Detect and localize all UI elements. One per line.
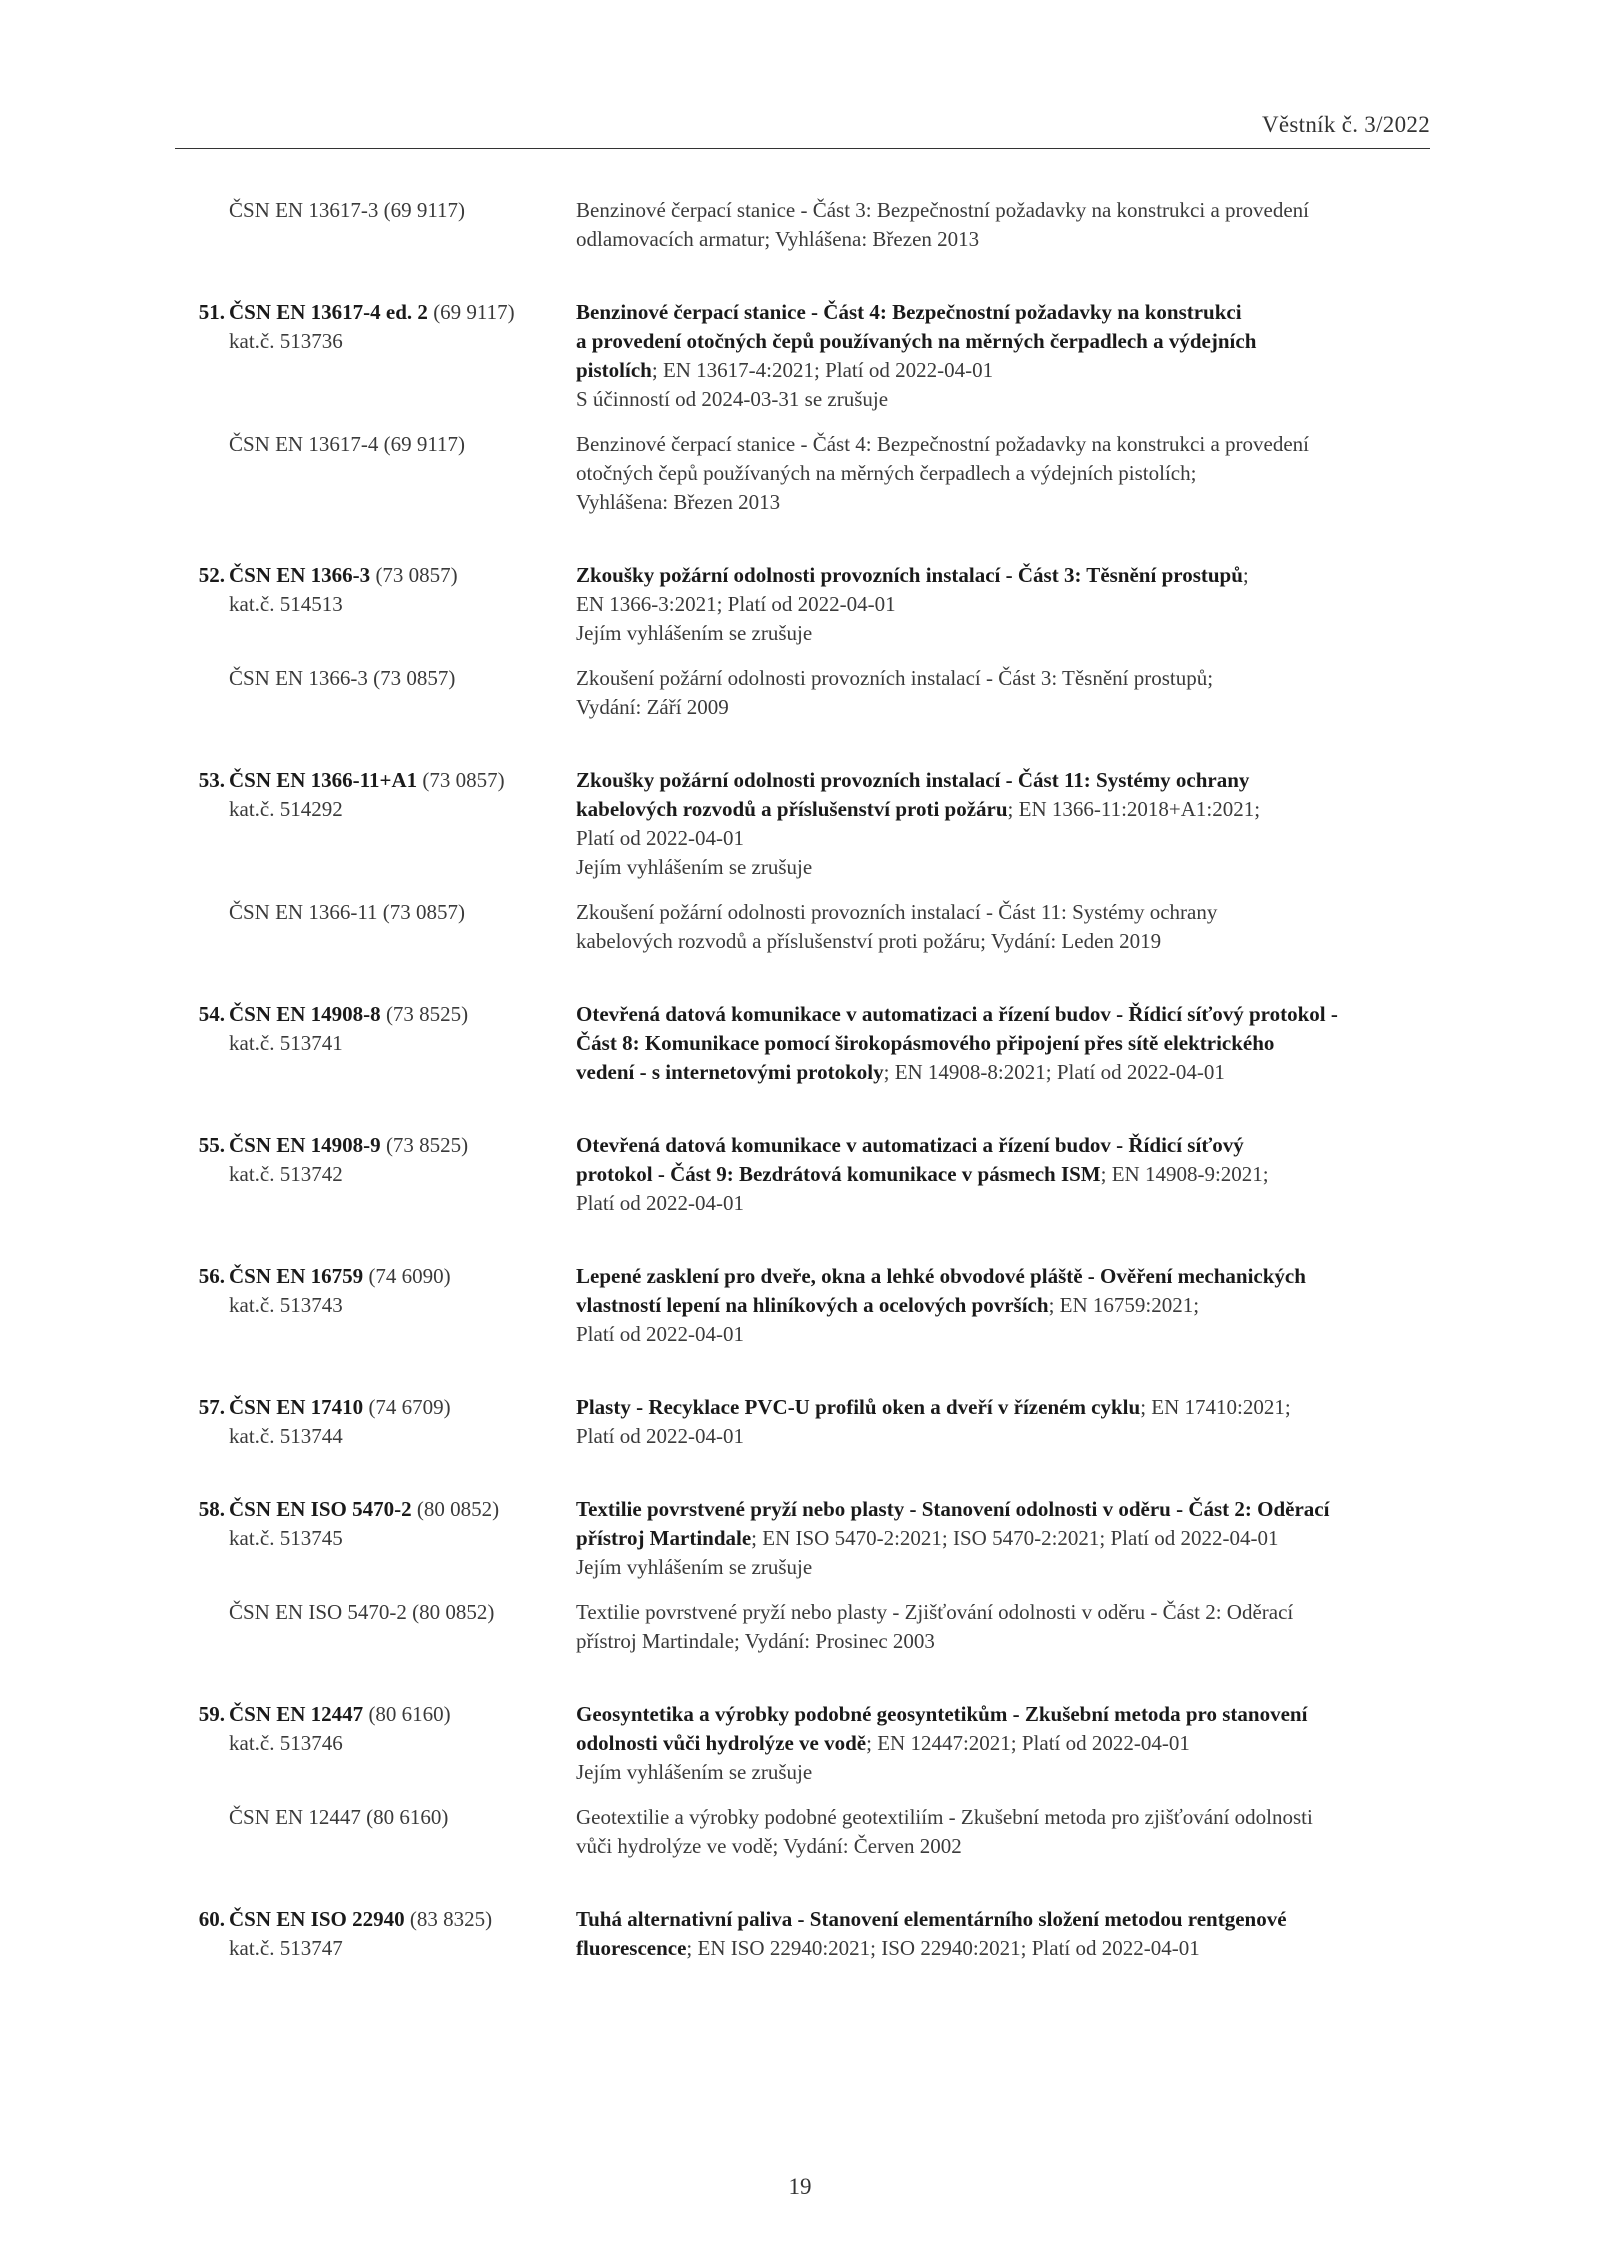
catalog-number-line [175,1291,576,1320]
standard-id-column [175,1905,576,1963]
standard-meta: ; EN 16759:2021; [1048,1293,1200,1317]
standard-code: ČSN EN 13617-4 ed. 2 [229,300,428,324]
standard-id-column [175,1262,576,1349]
journal-issue-title: Věstník č. 3/2022 [1262,112,1430,137]
cancelled-text-line: přístroj Martindale; Vydání: Prosinec 2003 [576,1629,935,1653]
catalog-number: kat.č. 513743 [229,1293,343,1317]
standard-class: (80 0852) [411,1497,500,1521]
cancelled-text-line: Benzinové čerpací stanice - Část 4: Bezpečnostní požadavky na konstrukci a provedení [576,432,1309,456]
catalog-number: kat.č. 514292 [229,797,343,821]
standard-title: Lepené zasklení pro dveře, okna a lehké obvodové pláště - Ověření mechanických [576,1264,1306,1288]
standard-row [175,1262,1430,1349]
standard-id-line [175,298,576,327]
standard-id-column [175,298,576,414]
entry-number: 60. [198,1907,225,1931]
standard-meta: ; EN 13617-4:2021; Platí od 2022-04-01 [651,358,994,382]
cancelled-id-column [175,898,576,956]
standard-id-line [175,1905,576,1934]
standard-title: Část 8: Komunikace pomocí širokopásmového připojení přes sítě elektrického [576,1031,1275,1055]
standard-title: Zkoušky požární odolnosti provozních instalací - Část 3: Těsnění prostupů [576,563,1243,587]
standard-id-column [175,561,576,648]
standard-entry [175,1000,1430,1087]
title-line [576,795,1430,824]
title-line [576,1495,1430,1524]
entry-number: 58. [198,1497,225,1521]
standard-class: (73 0857) [370,563,458,587]
catalog-number: kat.č. 513745 [229,1526,343,1550]
cancelled-standard-code: ČSN EN 12447 (80 6160) [229,1805,449,1829]
standard-row [175,1495,1430,1582]
standard-class: (73 8525) [380,1133,469,1157]
catalog-number-line [175,1934,576,1963]
standard-entry [175,1700,1430,1861]
title-line [576,1524,1430,1553]
standard-meta: ; EN 14908-8:2021; Platí od 2022-04-01 [883,1060,1225,1084]
cancelled-standard-row [175,1598,1430,1656]
cancelled-text-line: odlamovacích armatur; Vyhlášena: Březen 2013 [576,227,980,251]
standard-id-column [175,1000,576,1087]
cancelled-standard-code: ČSN EN ISO 5470-2 (80 0852) [229,1600,495,1624]
standard-id-column [175,1131,576,1218]
standard-description [576,1700,1430,1787]
entry-number: 57. [198,1395,225,1419]
cancelled-description [576,1598,1430,1656]
standard-description [576,1262,1430,1349]
title-line [576,1000,1430,1029]
cancelled-id-line [175,898,576,927]
entry-number: 51. [198,300,225,324]
cancelled-description [576,664,1430,722]
standard-note: Jejím vyhlášením se zrušuje [576,1760,813,1784]
cancelled-text-line: Benzinové čerpací stanice - Část 3: Bezpečnostní požadavky na konstrukci a provedení [576,198,1309,222]
standard-meta: ; EN 14908-9:2021; [1100,1162,1269,1186]
cancelled-id-line [175,430,576,459]
cancelled-standard-code: ČSN EN 13617-3 (69 9117) [229,198,466,222]
standard-title: přístroj Martindale [576,1526,752,1550]
standard-note: Jejím vyhlášením se zrušuje [576,855,813,879]
standard-class: (73 8525) [380,1002,469,1026]
cancelled-id-line [175,664,576,693]
standard-code: ČSN EN 1366-3 [229,563,371,587]
standard-title: vlastností lepení na hliníkových a ocelových površích [576,1293,1049,1317]
cancelled-text-line: vůči hydrolýze ve vodě; Vydání: Červen 2002 [576,1834,962,1858]
standard-note: Platí od 2022-04-01 [576,1191,744,1215]
standard-id-line [175,1700,576,1729]
standard-title: Otevřená datová komunikace v automatizaci a řízení budov - Řídicí síťový protokol - [576,1002,1338,1026]
standard-title: fluorescence [576,1936,687,1960]
standard-entry [175,1131,1430,1218]
standard-description [576,1131,1430,1218]
cancelled-text-line: Geotextilie a výrobky podobné geotextiliím - Zkušební metoda pro zjišťování odolnosti [576,1805,1313,1829]
cancelled-id-column [175,1598,576,1656]
standard-title: Zkoušky požární odolnosti provozních instalací - Část 11: Systémy ochrany [576,768,1250,792]
entry-number: 56. [198,1264,225,1288]
standard-entry [175,561,1430,722]
standard-row [175,1905,1430,1963]
standard-id-column [175,766,576,882]
standard-title: vedení - s internetovými protokoly [576,1060,884,1084]
standard-title: odolnosti vůči hydrolýze ve vodě [576,1731,867,1755]
standard-code: ČSN EN ISO 5470-2 [229,1497,412,1521]
standard-id-line [175,561,576,590]
standard-row [175,766,1430,882]
standard-id-line [175,1000,576,1029]
standard-id-column [175,1495,576,1582]
standard-note: Jejím vyhlášením se zrušuje [576,621,813,645]
standard-entry [175,298,1430,517]
standard-class: (83 8325) [404,1907,493,1931]
title-line [576,1700,1430,1729]
standard-title: Textilie povrstvené pryží nebo plasty - Stanovení odolnosti v oděru - Část 2: Oděrací [576,1497,1330,1521]
standard-description [576,1495,1430,1582]
page-number: 19 [788,2174,812,2199]
title-line [576,1934,1430,1963]
standard-description [576,1905,1430,1963]
title-line [576,1729,1430,1758]
cancelled-text-line: Vyhlášena: Březen 2013 [576,490,781,514]
title-line [576,356,1430,385]
standard-class: (73 0857) [417,768,505,792]
cancelled-id-line [175,1598,576,1627]
standard-class: (74 6709) [363,1395,451,1419]
standard-description [576,1000,1430,1087]
cancelled-id-column [175,196,576,254]
standard-meta: ; EN ISO 22940:2021; ISO 22940:2021; Platí od 2022-04-01 [686,1936,1200,1960]
cancelled-standard-row [175,1803,1430,1861]
cancelled-standard-row [175,898,1430,956]
catalog-number-line [175,1524,576,1553]
entry-number: 55. [198,1133,225,1157]
standard-code: ČSN EN 14908-9 [229,1133,381,1157]
entry-number: 54. [198,1002,225,1026]
catalog-number-line [175,1422,576,1451]
standard-entry [175,1495,1430,1656]
standard-entry [175,1905,1430,1963]
catalog-number-line [175,1029,576,1058]
standard-entry [175,1262,1430,1349]
standard-id-column [175,1393,576,1451]
title-line [576,766,1430,795]
standard-class: (80 6160) [363,1702,451,1726]
cancelled-text-line: Vydání: Září 2009 [576,695,729,719]
standard-description [576,1393,1430,1451]
standard-id-line [175,1393,576,1422]
entry-number: 59. [198,1702,225,1726]
standard-title: Plasty - Recyklace PVC-U profilů oken a dveří v řízeném cyklu [576,1395,1141,1419]
cancelled-id-column [175,430,576,517]
catalog-number: kat.č. 513746 [229,1731,343,1755]
cancelled-standard-code: ČSN EN 13617-4 (69 9117) [229,432,466,456]
cancelled-id-column [175,1803,576,1861]
title-line [576,1131,1430,1160]
standard-note: Platí od 2022-04-01 [576,826,744,850]
standard-entry [175,196,1430,254]
standard-note: S účinností od 2024-03-31 se zrušuje [576,387,889,411]
cancelled-standard-code: ČSN EN 1366-3 (73 0857) [229,666,456,690]
standard-id-line [175,1262,576,1291]
standard-title: protokol - Část 9: Bezdrátová komunikace v pásmech ISM [576,1162,1101,1186]
standard-row [175,1700,1430,1787]
standard-meta: ; EN 12447:2021; Platí od 2022-04-01 [866,1731,1190,1755]
standard-code: ČSN EN 14908-8 [229,1002,381,1026]
cancelled-standard-row [175,196,1430,254]
cancelled-text-line: Zkoušení požární odolnosti provozních instalací - Část 3: Těsnění prostupů; [576,666,1214,690]
standard-title: Benzinové čerpací stanice - Část 4: Bezpečnostní požadavky na konstrukci [576,300,1242,324]
standard-note: EN 1366-3:2021; Platí od 2022-04-01 [576,592,896,616]
standard-description [576,298,1430,414]
standard-title: Otevřená datová komunikace v automatizaci a řízení budov - Řídicí síťový [576,1133,1244,1157]
cancelled-text-line: Textilie povrstvené pryží nebo plasty - Zjišťování odolnosti v oděru - Část 2: Oděrací [576,1600,1294,1624]
cancelled-description [576,1803,1430,1861]
title-line [576,1905,1430,1934]
catalog-number: kat.č. 513747 [229,1936,343,1960]
cancelled-text-line: kabelových rozvodů a příslušenství proti požáru; Vydání: Leden 2019 [576,929,1162,953]
catalog-number-line [175,1729,576,1758]
title-line [576,1058,1430,1087]
title-line [576,1160,1430,1189]
title-line [576,1291,1430,1320]
standard-description [576,561,1430,648]
standard-title: kabelových rozvodů a příslušenství proti požáru [576,797,1008,821]
standard-title: Geosyntetika a výrobky podobné geosyntetikům - Zkušební metoda pro stanovení [576,1702,1308,1726]
standard-meta: ; [1242,563,1249,587]
standard-id-line [175,1495,576,1524]
catalog-number-line [175,327,576,356]
standard-code: ČSN EN 1366-11+A1 [229,768,418,792]
standard-code: ČSN EN 16759 [229,1264,364,1288]
standard-note: Platí od 2022-04-01 [576,1322,744,1346]
standard-row [175,561,1430,648]
standard-row [175,298,1430,414]
standard-meta: ; EN 17410:2021; [1140,1395,1291,1419]
standard-meta: ; EN 1366-11:2018+A1:2021; [1007,797,1261,821]
cancelled-id-column [175,664,576,722]
standard-title: a provedení otočných čepů používaných na měrných čerpadlech a výdejních [576,329,1257,353]
standard-id-column [175,1700,576,1787]
cancelled-description [576,430,1430,517]
cancelled-text-line: otočných čepů používaných na měrných čerpadlech a výdejních pistolích; [576,461,1197,485]
entry-number: 52. [198,563,225,587]
cancelled-id-line [175,1803,576,1832]
catalog-number-line [175,1160,576,1189]
standard-meta: ; EN ISO 5470-2:2021; ISO 5470-2:2021; Platí od 2022-04-01 [751,1526,1279,1550]
standards-list [175,196,1430,2007]
cancelled-id-line [175,196,576,225]
title-line [576,1029,1430,1058]
standard-id-line [175,1131,576,1160]
cancelled-standard-row [175,430,1430,517]
standard-class: (74 6090) [363,1264,451,1288]
cancelled-text-line: Zkoušení požární odolnosti provozních instalací - Část 11: Systémy ochrany [576,900,1218,924]
standard-id-line [175,766,576,795]
standard-row [175,1393,1430,1451]
standard-note: Platí od 2022-04-01 [576,1424,744,1448]
cancelled-standard-row [175,664,1430,722]
standard-title: pistolích [576,358,652,382]
standard-code: ČSN EN ISO 22940 [229,1907,405,1931]
title-line [576,1262,1430,1291]
standard-entry [175,766,1430,956]
cancelled-description [576,196,1430,254]
cancelled-standard-code: ČSN EN 1366-11 (73 0857) [229,900,466,924]
catalog-number: kat.č. 514513 [229,592,343,616]
standard-entry [175,1393,1430,1451]
entry-number: 53. [198,768,225,792]
catalog-number-line [175,590,576,619]
catalog-number: kat.č. 513744 [229,1424,343,1448]
standard-row [175,1131,1430,1218]
cancelled-description [576,898,1430,956]
page-header [175,112,1430,149]
catalog-number: kat.č. 513736 [229,329,343,353]
standard-title: Tuhá alternativní paliva - Stanovení elementárního složení metodou rentgenové [576,1907,1287,1931]
catalog-number: kat.č. 513742 [229,1162,343,1186]
standard-description [576,766,1430,882]
title-line [576,327,1430,356]
standard-class: (69 9117) [427,300,515,324]
standard-code: ČSN EN 12447 [229,1702,364,1726]
title-line [576,561,1430,590]
catalog-number: kat.č. 513741 [229,1031,343,1055]
catalog-number-line [175,795,576,824]
title-line [576,298,1430,327]
standard-note: Jejím vyhlášením se zrušuje [576,1555,813,1579]
standard-code: ČSN EN 17410 [229,1395,364,1419]
title-line [576,1393,1430,1422]
standard-row [175,1000,1430,1087]
